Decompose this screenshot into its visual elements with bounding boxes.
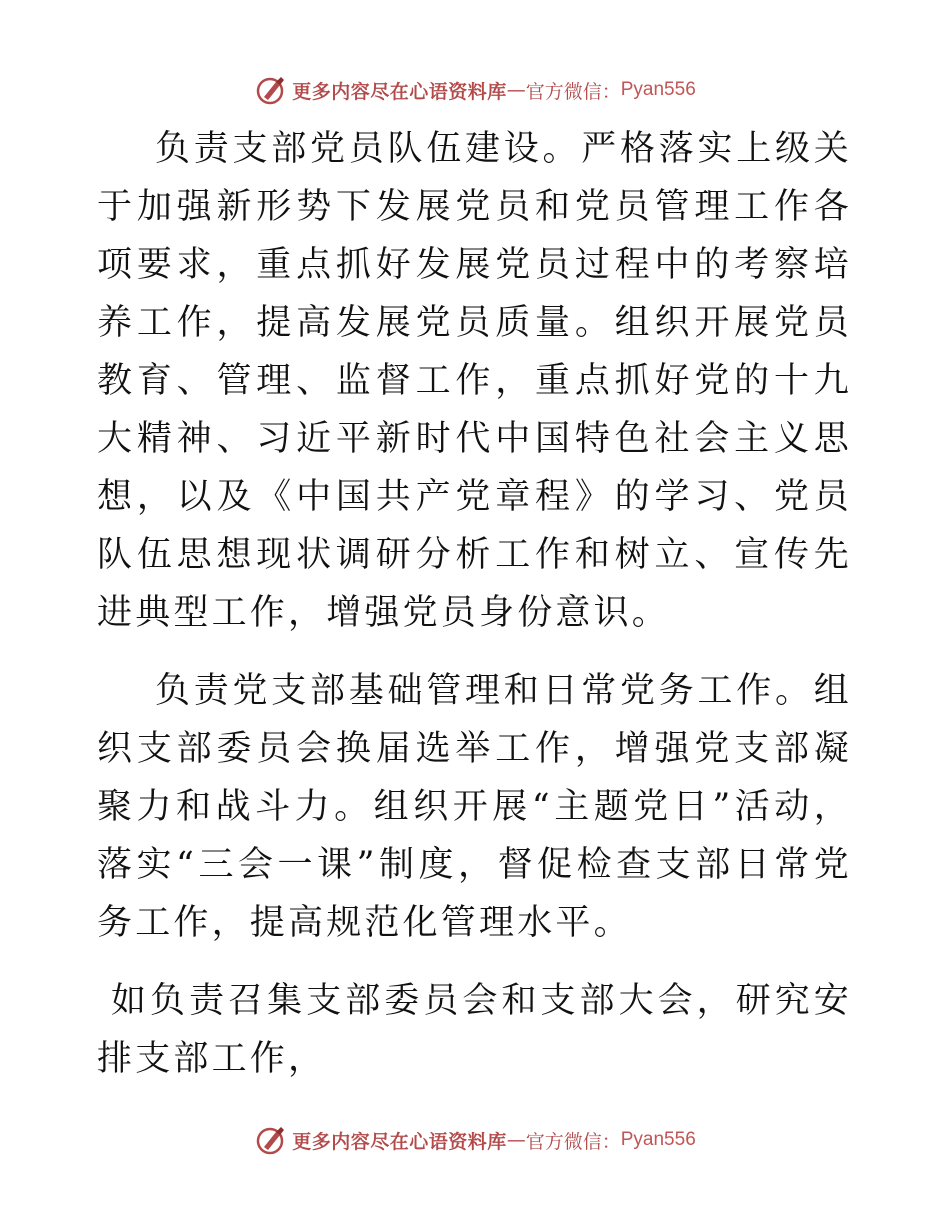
- pen-logo-icon: [254, 73, 288, 107]
- pen-logo-icon: [254, 1123, 288, 1157]
- watermark-wechat-label: 官方微信：: [525, 1130, 621, 1153]
- header-watermark: [0, 70, 950, 110]
- paragraph-1: 负责支部党员队伍建设。严格落实上级关于加强新形势下发展党员和党员管理工作各项要求，重点抓好发展党员过程中的考察培养工作，提高发展党员质量。组织开展党员教育、管理、监督工作，重点抓好党的十九大精神、习近平新时代中国特色社会主义思想，以及《中国共产党章程》的学习、党员队伍思想现状调研分析工作和树立、宣传先进典型工作，增强党员身份意识。: [97, 129, 852, 633]
- watermark-dash: —: [506, 79, 526, 101]
- watermark-wechat-label: 官方微信：: [525, 80, 621, 103]
- document-body: [97, 120, 852, 1108]
- watermark-text: 更多内容尽在心语资料库: [292, 80, 507, 103]
- watermark-dash: —: [506, 1129, 526, 1151]
- watermark-wechat-id: Pyan556: [620, 1129, 696, 1150]
- footer-watermark: [0, 1120, 950, 1160]
- watermark-text: 更多内容尽在心语资料库: [292, 1130, 507, 1153]
- paragraph-2: 负责党支部基础管理和日常党务工作。组织支部委员会换届选举工作，增强党支部凝聚力和战斗力。组织开展“主题党日”活动，落实“三会一课”制度，督促检查支部日常党务工作，提高规范化管理水平。: [97, 671, 852, 943]
- paragraph-3: 如负责召集支部委员会和支部大会，研究安排支部工作，: [97, 981, 852, 1079]
- watermark-wechat-id: Pyan556: [620, 79, 696, 100]
